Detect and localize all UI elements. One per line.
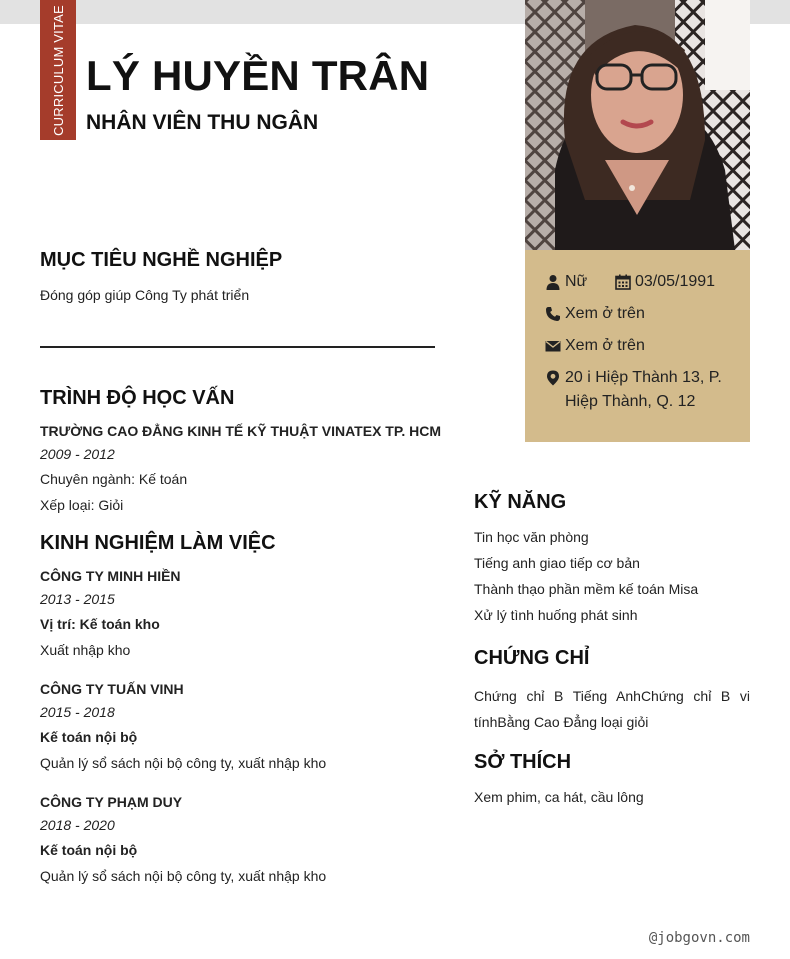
cv-vertical-tag bbox=[40, 0, 76, 140]
skill-item: Tin học văn phòng bbox=[474, 529, 589, 545]
job-position: Vị trí: Kế toán kho bbox=[40, 616, 160, 632]
person-icon bbox=[545, 270, 561, 294]
job-company: CÔNG TY PHẠM DUY bbox=[40, 794, 183, 810]
job-description: Quản lý sổ sách nội bộ công ty, xuất nhập kho bbox=[40, 868, 327, 884]
contact-panel bbox=[525, 250, 750, 442]
certificates-heading: CHỨNG CHỈ bbox=[474, 647, 590, 669]
email-value: Xem ở trên bbox=[565, 337, 645, 354]
cv-tag-label: CURRICULUM VITAE bbox=[50, 4, 66, 136]
skill-item: Thành thạo phần mềm kế toán Misa bbox=[474, 581, 699, 597]
profile-photo bbox=[525, 0, 750, 250]
job-description: Quản lý sổ sách nội bộ công ty, xuất nhập kho bbox=[40, 755, 327, 771]
job-company: CÔNG TY TUẤN VINH bbox=[40, 681, 184, 697]
education-grade: Xếp loại: Giỏi bbox=[40, 497, 124, 513]
address-line-2: Hiệp Thành, Q. 12 bbox=[565, 393, 696, 410]
birthdate-value: 03/05/1991 bbox=[635, 273, 716, 290]
skills-heading: KỸ NĂNG bbox=[474, 491, 567, 513]
address-row bbox=[545, 366, 722, 414]
email-row bbox=[545, 334, 645, 358]
section-divider bbox=[40, 346, 435, 348]
address-line-1: 20 i Hiệp Thành 13, P. bbox=[565, 369, 722, 386]
phone-row bbox=[545, 302, 645, 326]
phone-value: Xem ở trên bbox=[565, 305, 645, 322]
map-pin-icon bbox=[545, 366, 561, 390]
skill-item: Tiếng anh giao tiếp cơ bản bbox=[474, 555, 640, 571]
job-description: Xuất nhập kho bbox=[40, 642, 131, 658]
watermark: @jobgovn.com bbox=[648, 930, 750, 946]
education-period: 2009 - 2012 bbox=[40, 446, 115, 462]
hobbies-text: Xem phim, ca hát, cầu lông bbox=[474, 789, 644, 805]
phone-icon bbox=[545, 302, 561, 326]
experience-heading: KINH NGHIỆM LÀM VIỆC bbox=[40, 532, 276, 554]
hobbies-heading: SỞ THÍCH bbox=[474, 751, 572, 773]
calendar-icon bbox=[615, 270, 631, 294]
job-period: 2018 - 2020 bbox=[40, 817, 115, 833]
certificates-text: Chứng chỉ B Tiếng AnhChứng chỉ B vi tínhBằng Cao Đẳng loại giỏi bbox=[474, 688, 750, 730]
job-period: 2013 - 2015 bbox=[40, 591, 115, 607]
education-heading: TRÌNH ĐỘ HỌC VẤN bbox=[40, 387, 235, 409]
candidate-name: LÝ HUYỀN TRÂN bbox=[86, 52, 430, 99]
skill-item: Xử lý tình huống phát sinh bbox=[474, 607, 638, 623]
education-school: TRƯỜNG CAO ĐẲNG KINH TẾ KỸ THUẬT VINATEX TP. HCM bbox=[40, 423, 442, 439]
education-major: Chuyên ngành: Kế toán bbox=[40, 471, 188, 487]
gender-row bbox=[545, 270, 587, 294]
address-value bbox=[565, 366, 722, 414]
job-company: CÔNG TY MINH HIỀN bbox=[40, 568, 181, 584]
birthdate-row bbox=[615, 270, 715, 294]
objective-heading: MỤC TIÊU NGHỀ NGHIỆP bbox=[40, 249, 283, 271]
job-title: NHÂN VIÊN THU NGÂN bbox=[86, 111, 319, 134]
gender-value: Nữ bbox=[565, 273, 588, 290]
job-position: Kế toán nội bộ bbox=[40, 729, 138, 745]
job-period: 2015 - 2018 bbox=[40, 704, 115, 720]
objective-text: Đóng góp giúp Công Ty phát triển bbox=[40, 287, 250, 303]
envelope-icon bbox=[545, 334, 561, 358]
job-position: Kế toán nội bộ bbox=[40, 842, 138, 858]
